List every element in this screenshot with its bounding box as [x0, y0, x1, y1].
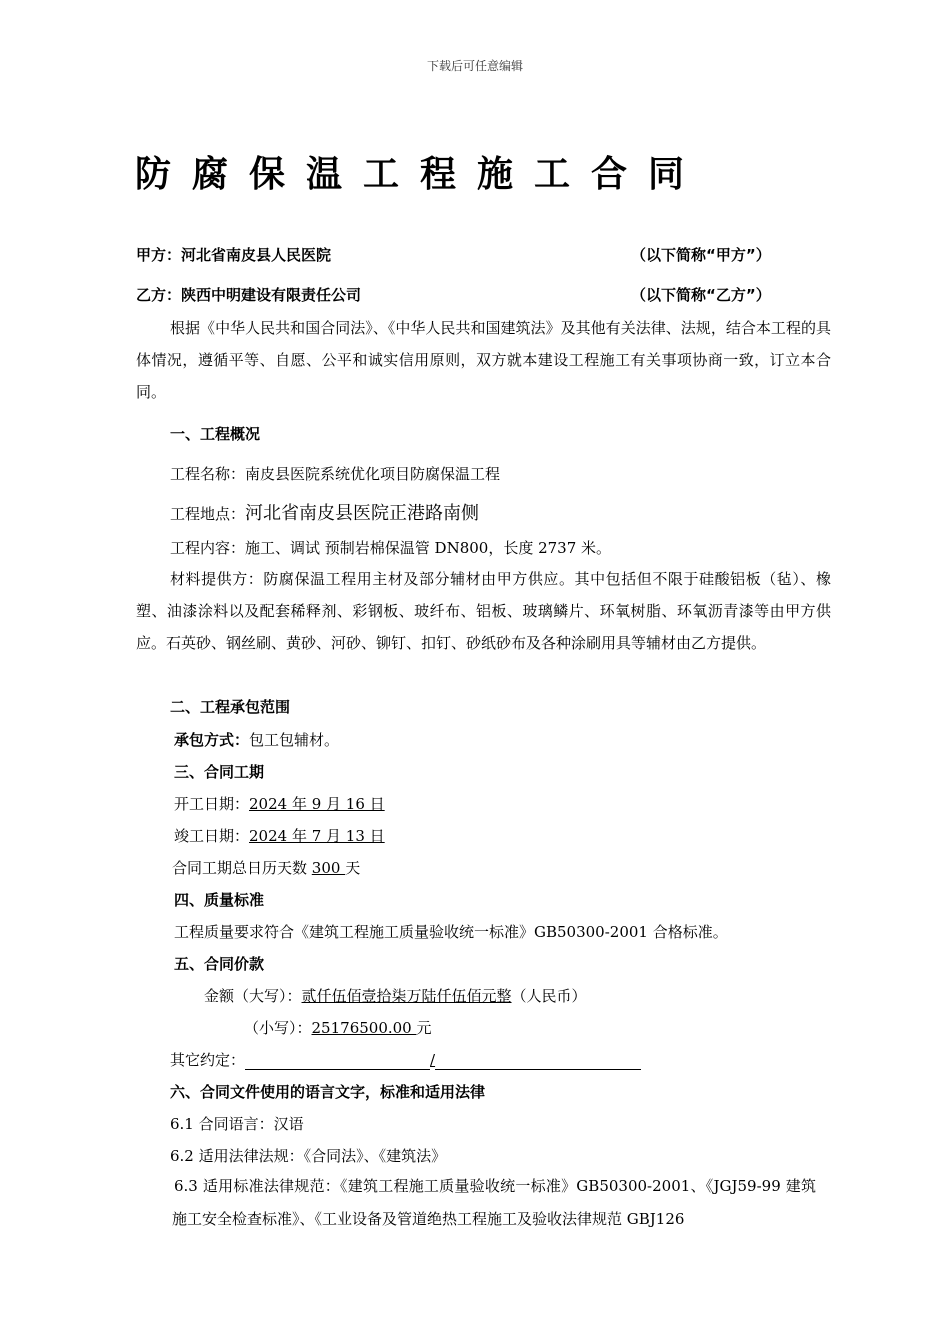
- section4-heading: 四、质量标准: [174, 891, 265, 909]
- intro-paragraph: 根据《中华人民共和国合同法》、《中华人民共和国建筑法》及其他有关法律、法规，结合本工程的具体情况，遵循平等、自愿、公平和诚实信用原则，双方就本建设工程施工有关事项协商一致，订立本合同。: [136, 319, 831, 401]
- total-days-value: 300: [311, 859, 346, 877]
- total-days-prefix: 合同工期总日历天数: [172, 859, 312, 877]
- start-date-value: 2024 年 9 月 16 日: [249, 795, 385, 813]
- end-date-value: 2024 年 7 月 13 日: [249, 827, 385, 845]
- total-days-suffix: 天: [345, 859, 361, 877]
- document-title: 防腐保温工程施工合同: [135, 154, 706, 195]
- party-a-line: [136, 245, 771, 265]
- materials-paragraph: 材料提供方：防腐保温工程用主材及部分辅材由甲方供应。其中包括但不限于硅酸铝板（毡）、橡塑、油漆涂料以及配套稀释剂、彩钢板、玻纤布、铝板、玻璃鳞片、环氧树脂、环氧沥青漆等由甲方供应。石英砂、钢丝刷、黄砂、河砂、铆钉、扣钉、砂纸砂布及各种涂刷用具等辅材由乙方提供。: [136, 570, 831, 652]
- amount-upper-suffix: （人民币）: [511, 987, 587, 1005]
- section2-heading: 二、工程承包范围: [170, 698, 291, 716]
- amount-lower-line: [244, 1018, 432, 1038]
- contract-mode-value: 包工包辅材。: [249, 731, 340, 749]
- amount-upper-value: 贰仟伍佰壹拾柒万陆仟伍佰元整: [301, 987, 512, 1005]
- page-header: 下载后可任意编辑: [426, 59, 523, 73]
- end-date-label: 竣工日期：: [174, 827, 250, 845]
- party-b-alias: （以下简称“乙方”）: [631, 286, 771, 304]
- party-a-label: 甲方：河北省南皮县人民医院: [136, 246, 332, 264]
- section3-heading: 三、合同工期: [174, 763, 265, 781]
- start-date-line: [174, 794, 385, 814]
- end-date-line: [174, 826, 385, 846]
- contract-mode-line: [174, 730, 339, 750]
- standards-item: 6.3 适用标准法律规范：《建筑工程施工质量验收统一标准》GB50300-2001、《JGJ59-99 建筑施工安全检查标准》、《工业设备及管道绝热工程施工及验收法律规范 GBJ126: [172, 1177, 816, 1228]
- other-terms-line: [170, 1050, 641, 1070]
- start-date-label: 开工日期：: [174, 795, 250, 813]
- amount-lower-suffix: 元: [416, 1019, 432, 1037]
- total-days-line: [172, 858, 360, 878]
- quality-standard-text: 工程质量要求符合《建筑工程施工质量验收统一标准》GB50300-2001 合格标准。: [174, 923, 728, 941]
- project-location-value: 河北省南皮县医院正港路南侧: [245, 503, 480, 524]
- other-terms-blank-left: [245, 1053, 430, 1070]
- other-terms-value: /: [430, 1051, 436, 1069]
- section6-heading: 六、合同文件使用的语言文字，标准和适用法律: [170, 1083, 486, 1101]
- language-item: 6.1 合同语言：汉语: [170, 1115, 304, 1133]
- other-terms-blank-right: [435, 1053, 641, 1070]
- project-name: 工程名称：南皮县医院系统优化项目防腐保温工程: [170, 465, 501, 483]
- party-a-alias: （以下简称“甲方”）: [631, 246, 771, 264]
- section5-heading: 五、合同价款: [174, 955, 265, 973]
- amount-lower-value: 25176500.00: [311, 1019, 417, 1037]
- contract-mode-label: 承包方式：: [174, 731, 250, 749]
- law-item: 6.2 适用法律法规：《合同法》、《建筑法》: [170, 1147, 447, 1165]
- section1-heading: 一、工程概况: [170, 425, 261, 443]
- project-location-line: [170, 504, 479, 524]
- project-content: 工程内容：施工、调试 预制岩棉保温管 DN800，长度 2737 米。: [170, 539, 612, 557]
- party-b-label: 乙方：陕西中明建设有限责任公司: [136, 286, 362, 304]
- amount-upper-line: [204, 986, 587, 1006]
- project-location-label: 工程地点：: [170, 505, 246, 523]
- amount-upper-label: 金额（大写）：: [204, 987, 302, 1005]
- party-b-line: [136, 285, 771, 305]
- other-terms-label: 其它约定：: [170, 1051, 246, 1069]
- amount-lower-label: （小写）：: [244, 1019, 312, 1037]
